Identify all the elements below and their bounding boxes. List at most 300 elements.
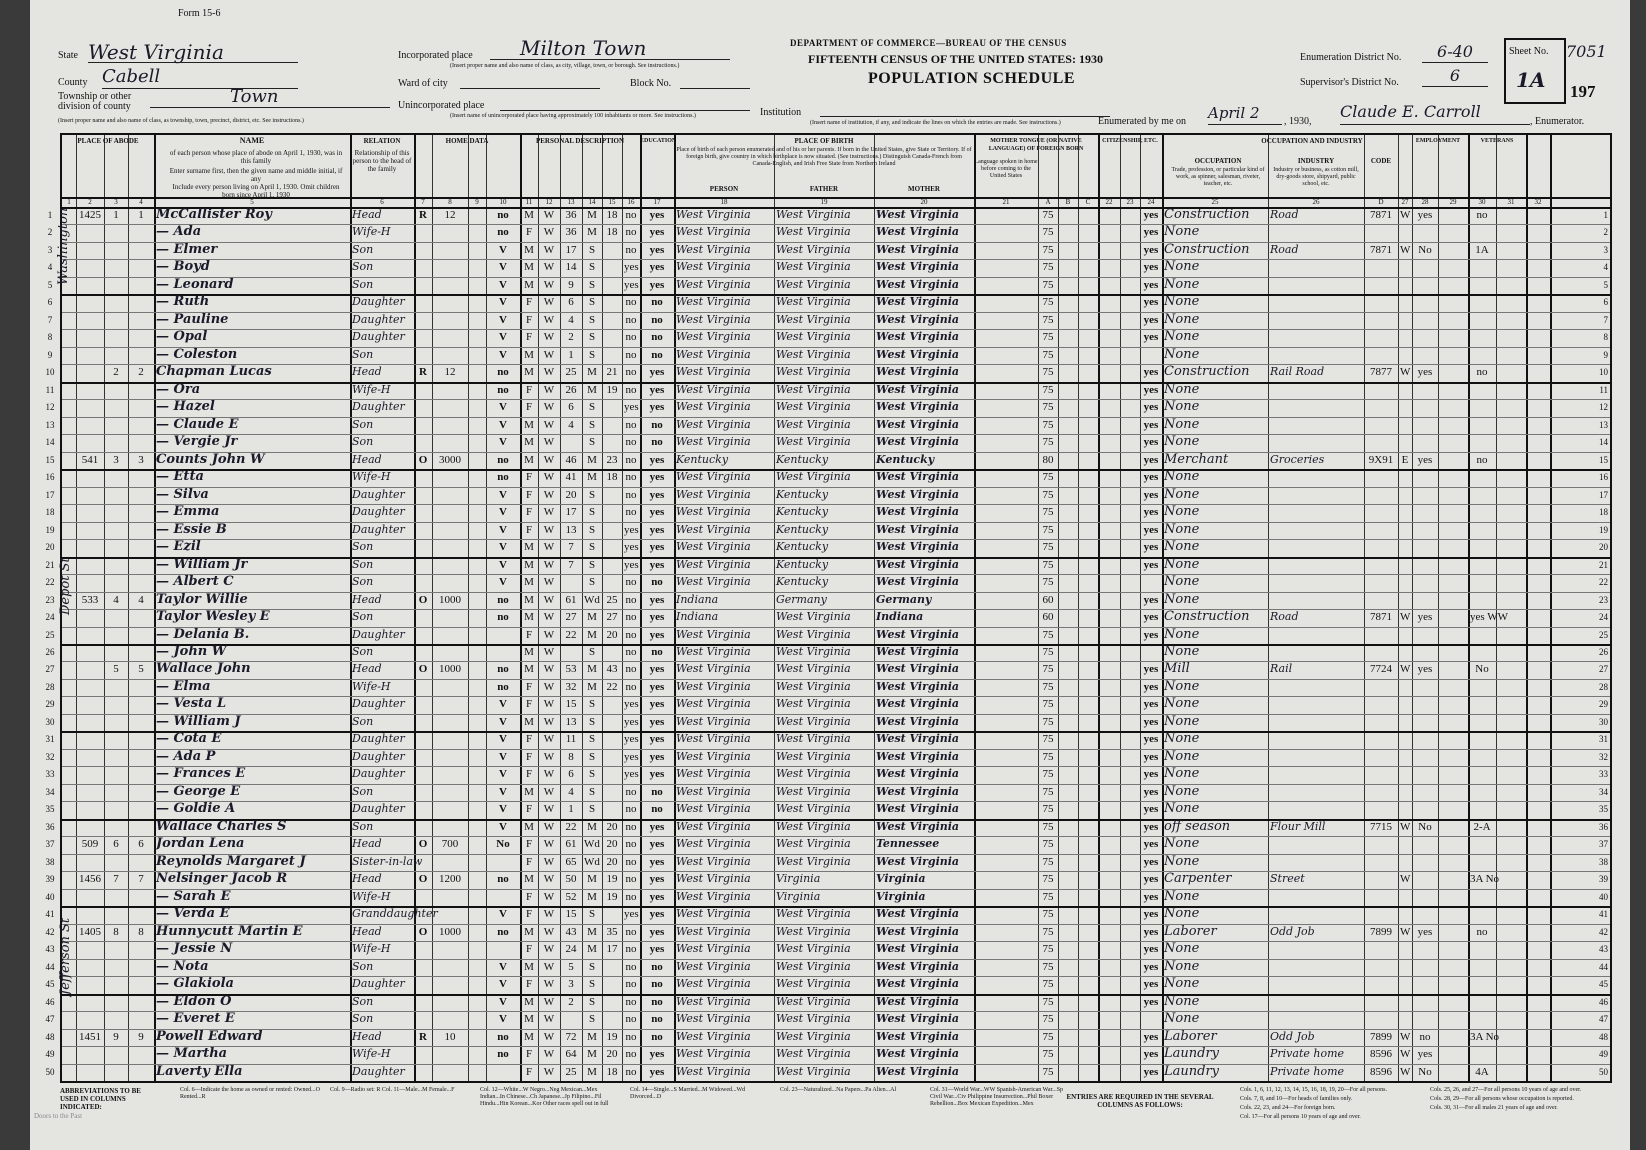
column-number: 30 (1478, 198, 1486, 206)
cell-pob-m: West Virginia (876, 365, 960, 379)
cell-age: 25 (565, 366, 577, 379)
cell-name: — Ada (156, 224, 202, 240)
cell-marital: S (588, 1013, 596, 1026)
cell-emp: yes (1417, 1048, 1433, 1061)
cell-age-marr: 18 (606, 226, 618, 239)
cell-sex: F (525, 488, 533, 501)
cell-pob-f: Virginia (776, 872, 821, 886)
cell-farm: V (499, 908, 507, 921)
row-divider (62, 522, 1610, 523)
cell-pob: West Virginia (676, 872, 751, 886)
cell-marital: S (588, 331, 596, 344)
cell-read: yes (649, 453, 665, 466)
row-number-right: 20 (1599, 542, 1608, 553)
cell-pob: West Virginia (676, 1029, 751, 1043)
column-number: 1 (67, 198, 71, 206)
cell-read: yes (649, 715, 665, 728)
cell-race: W (543, 331, 555, 344)
cell-race: W (543, 646, 555, 658)
cell-race: W (543, 960, 555, 973)
cell-read: no (651, 418, 663, 431)
row-number-left: 11 (45, 384, 55, 395)
cell-age: 41 (565, 471, 577, 484)
supervisor-label: Supervisor's District No. (1300, 77, 1399, 88)
cell-value: 1200 (439, 873, 461, 886)
cell-english: yes (1143, 820, 1159, 833)
cell-occupation: None (1164, 346, 1200, 362)
cell-pob-m: West Virginia (876, 540, 960, 554)
cell-school: no (625, 838, 637, 851)
cell-occupation: Laundry (1164, 1046, 1220, 1062)
group-personal: PERSONAL DESCRIPTION (535, 137, 625, 145)
cell-value: 700 (441, 838, 459, 851)
cell-marital: M (587, 366, 597, 379)
row-number-left: 4 (47, 262, 53, 273)
cell-pob-f: West Virginia (776, 907, 851, 921)
row-number-left: 19 (45, 524, 55, 535)
cell-english: yes (1143, 750, 1159, 763)
cell-pob-m: West Virginia (876, 645, 960, 658)
row-number-left: 22 (45, 577, 55, 588)
cell-marital: Wd (584, 855, 600, 868)
row-number-left: 20 (45, 542, 55, 553)
cell-farm: V (499, 768, 507, 781)
cell-race: W (543, 296, 555, 309)
cell-farm: V (499, 995, 507, 1008)
cell-sex: F (525, 855, 533, 868)
row-number-right: 14 (1599, 437, 1608, 448)
row-number-left: 26 (45, 647, 55, 657)
cell-read: yes (649, 261, 665, 274)
cell-occupation: None (1164, 399, 1200, 415)
cell-race: W (543, 663, 555, 676)
watermark: Doors to the Past (34, 1112, 83, 1120)
row-number-right: 46 (1599, 996, 1608, 1007)
cell-english: yes (1143, 593, 1159, 606)
cell-code-a: 75 (1042, 296, 1054, 309)
cell-dwelling: 1 (113, 209, 119, 221)
row-divider (62, 889, 1610, 890)
cell-name: — Claude E (156, 416, 239, 432)
cell-english: yes (1143, 715, 1159, 728)
row-number-right: 37 (1599, 839, 1608, 850)
cell-age: 1 (568, 803, 574, 816)
cell-relation: Daughter (352, 749, 405, 763)
cell-name: Taylor Willie (156, 591, 248, 607)
cell-age: 7 (568, 541, 574, 554)
cell-code-a: 75 (1042, 383, 1054, 396)
cell-school: no (625, 576, 637, 589)
cell-english: yes (1143, 261, 1159, 274)
cell-race: W (543, 1013, 555, 1026)
row-number-left: 9 (47, 349, 53, 360)
cell-age: 24 (565, 943, 577, 956)
sheet-box (1504, 38, 1566, 104)
cell-code-a: 75 (1042, 1048, 1054, 1061)
cell-occupation: Merchant (1164, 451, 1229, 467)
cell-pob-f: West Virginia (776, 959, 851, 973)
cell-farm: V (499, 541, 507, 554)
row-number-left: 46 (45, 996, 55, 1007)
cell-pob-m: Virginia (876, 889, 926, 903)
cell-code-a: 75 (1042, 960, 1054, 973)
cell-code-a: 75 (1042, 978, 1054, 991)
cell-pob-f: West Virginia (776, 260, 851, 274)
cell-industry: Road (1270, 610, 1299, 624)
cell-tenure: R (419, 209, 427, 221)
cell-age: 22 (565, 820, 577, 833)
cell-relation: Head (352, 924, 382, 938)
cell-industry: Odd Job (1270, 924, 1315, 938)
cell-farm: V (499, 698, 507, 711)
row-number-right: 15 (1599, 454, 1608, 465)
cell-occupation: None (1164, 311, 1200, 327)
cell-read: yes (649, 593, 665, 606)
column-number: 8 (448, 198, 452, 206)
cell-age-marr: 20 (606, 855, 618, 868)
cell-age-marr: 18 (606, 471, 618, 484)
row-divider (62, 539, 1610, 540)
cell-marital: S (588, 576, 596, 589)
cell-vet: 3A No (1470, 873, 1500, 886)
cell-age: 6 (568, 768, 574, 781)
cell-pob: West Virginia (676, 400, 751, 414)
cell-work: W (1400, 243, 1411, 256)
cell-school: no (625, 418, 637, 431)
cell-school: no (625, 890, 637, 903)
row-number-right: 45 (1599, 979, 1608, 990)
cell-occupation: None (1164, 1011, 1200, 1027)
footer (60, 1083, 1612, 1150)
cell-industry: Rail (1270, 662, 1293, 676)
row-number-left: 48 (45, 1031, 55, 1042)
cell-industry: Flour Mill (1270, 819, 1326, 833)
cell-english: yes (1143, 226, 1159, 239)
group-occupation: OCCUPATION AND INDUSTRY (1261, 137, 1363, 145)
cell-sex: M (524, 243, 534, 256)
cell-sex: M (524, 593, 534, 606)
cell-race: W (543, 523, 555, 536)
cell-school: no (625, 803, 637, 816)
cell-school: no (625, 611, 637, 624)
cell-race: W (543, 908, 555, 921)
column-number: 6 (380, 198, 384, 206)
row-divider (62, 592, 1610, 593)
cell-pob-f: West Virginia (776, 610, 851, 624)
cell-marital: M (587, 453, 597, 466)
cell-pob: West Virginia (676, 749, 751, 763)
column-number: 19 (820, 198, 828, 206)
cell-marital: S (588, 750, 596, 763)
cell-occupation: Construction (1164, 207, 1250, 222)
cell-marital: S (588, 523, 596, 536)
cell-english: yes (1143, 611, 1159, 624)
cell-read: no (651, 576, 663, 589)
row-divider (62, 452, 1610, 453)
cell-sex: F (525, 296, 533, 309)
cell-industry: Road (1270, 208, 1299, 221)
row-number-right: 41 (1599, 909, 1608, 920)
cell-pob-m: West Virginia (876, 924, 960, 938)
cell-pob-f: West Virginia (776, 854, 851, 868)
header-occupation: OCCUPATION (1194, 157, 1242, 165)
cell-code-a: 75 (1042, 855, 1054, 868)
cell-relation: Son (352, 277, 374, 291)
cell-pob: West Virginia (676, 697, 751, 711)
cell-occupation: None (1164, 906, 1200, 922)
cell-work: W (1400, 1030, 1411, 1043)
cell-sex: M (524, 541, 534, 554)
cell-age: 14 (565, 261, 577, 274)
enumerated-year: , 1930, (1284, 116, 1312, 127)
row-number-right: 16 (1599, 472, 1608, 483)
language-description: Language spoken in home before coming to the United States (974, 159, 1038, 179)
entries-note: Cols. 7, 8, and 10—For heads of families only. (1240, 1096, 1353, 1102)
cell-family: 2 (138, 366, 144, 379)
cell-value: 1000 (439, 593, 461, 606)
cell-emp: No (1418, 820, 1432, 833)
cell-marital: S (588, 995, 596, 1008)
cell-pob-m: West Virginia (876, 522, 960, 536)
cell-family: 4 (138, 593, 144, 606)
cell-school: no (625, 820, 637, 833)
cell-name: — Emma (156, 504, 220, 520)
cell-occ-code: 7715 (1370, 820, 1392, 833)
cell-industry: Odd Job (1270, 1029, 1315, 1043)
cell-name: — Coleston (156, 346, 238, 362)
cell-code-a: 75 (1042, 226, 1054, 239)
cell-read: yes (649, 733, 665, 746)
cell-school: no (625, 488, 637, 501)
cell-school: no (625, 960, 637, 973)
cell-code-a: 75 (1042, 663, 1054, 676)
cell-name: — Silva (156, 486, 209, 502)
cell-code-a: 75 (1042, 750, 1054, 763)
abbrev-note: Col. 23—Naturalized...Na Papers...Pa Alien...Al (780, 1087, 897, 1093)
cell-marital: M (587, 873, 597, 886)
block-line (680, 88, 750, 89)
cell-pob-m: West Virginia (876, 208, 960, 221)
cell-sex: F (525, 890, 533, 903)
cell-pob-m: West Virginia (876, 400, 960, 414)
cell-occupation: None (1164, 276, 1200, 292)
cell-relation: Daughter (352, 697, 405, 711)
cell-occupation: None (1164, 853, 1200, 869)
cell-age-marr: 43 (606, 663, 618, 676)
column-number: 21 (1002, 198, 1010, 206)
cell-age: 13 (565, 523, 577, 536)
cell-race: W (543, 576, 555, 589)
cell-house: 1405 (79, 925, 101, 938)
cell-school: no (625, 1065, 637, 1078)
cell-marital: S (588, 488, 596, 501)
cell-sex: F (525, 506, 533, 519)
cell-occupation: None (1164, 836, 1200, 852)
cell-school: no (625, 663, 637, 676)
row-number-left: 23 (45, 594, 55, 605)
group-citizenship: CITIZENSHIP, ETC. (1102, 138, 1158, 144)
cell-farm: V (499, 331, 507, 344)
cell-pob-f: West Virginia (776, 330, 851, 344)
cell-age: 7 (568, 558, 574, 571)
row-number-left: 45 (45, 979, 55, 990)
cell-race: W (543, 593, 555, 606)
cell-name: — Ruth (156, 294, 210, 310)
group-place-of-birth: PLACE OF BIRTH (794, 137, 854, 145)
cell-pob-f: West Virginia (776, 679, 851, 693)
cell-pob-m: West Virginia (876, 1064, 960, 1078)
group-mother-tongue: MOTHER TONGUE (OR NATIVE LANGUAGE) OF FOREIGN BORN (988, 138, 1084, 152)
cell-occupation: None (1164, 783, 1200, 799)
cell-occupation: None (1164, 731, 1200, 747)
cell-age-marr: 19 (606, 873, 618, 886)
cell-english: yes (1143, 1048, 1159, 1061)
cell-relation: Son (352, 714, 374, 728)
cell-marital: M (587, 663, 597, 676)
street-note-jefferson: Jefferson St (58, 917, 73, 995)
row-number-left: 32 (45, 751, 55, 762)
row-number-right: 9 (1603, 349, 1608, 360)
row-number-left: 39 (45, 874, 55, 885)
cell-code-a: 75 (1042, 908, 1054, 921)
row-number-right: 48 (1599, 1031, 1608, 1042)
column-number: 18 (720, 198, 728, 206)
cell-relation: Son (352, 645, 374, 658)
cell-name: — Vesta L (156, 696, 227, 712)
incorporated-note: (Insert proper name and also name of class, as city, village, town, or borough. See instructions.) (450, 63, 680, 69)
cell-marital: Wd (584, 838, 600, 851)
cell-race: W (543, 243, 555, 256)
cell-occupation: None (1164, 766, 1200, 782)
cell-read: yes (649, 1048, 665, 1061)
abbrev-note: Col. 6—Indicate the home as owned or rented: Owned...O Rented...R (180, 1087, 320, 1100)
column-number: 31 (1507, 198, 1515, 206)
cell-age-marr: 20 (606, 838, 618, 851)
unincorporated-note: (Insert name of unincorporated place having approximately 100 inhabitants or more. See instructions.) (450, 113, 696, 119)
cell-race: W (543, 383, 555, 396)
cell-pob: West Virginia (676, 1047, 751, 1061)
schedule-title: POPULATION SCHEDULE (868, 70, 1076, 87)
cell-occ-code: 7724 (1370, 663, 1392, 676)
cell-english: yes (1143, 209, 1159, 221)
row-number-right: 21 (1599, 559, 1608, 570)
cell-age: 9 (568, 278, 574, 291)
cell-school: yes (624, 541, 639, 554)
cell-school: yes (624, 750, 639, 763)
cell-code-a: 75 (1042, 523, 1054, 536)
cell-age: 32 (565, 680, 577, 693)
column-number: 23 (1126, 198, 1134, 206)
cell-race: W (543, 838, 555, 851)
cell-pob-f: Kentucky (776, 557, 829, 571)
cell-occupation: None (1164, 993, 1200, 1009)
cell-relation: Son (352, 959, 374, 973)
cell-english: yes (1143, 418, 1159, 431)
cell-pob-m: West Virginia (876, 714, 960, 728)
cell-school: no (625, 436, 637, 449)
entries-title: ENTRIES ARE REQUIRED IN THE SEVERAL COLUMNS AS FOLLOWS: (1066, 1093, 1214, 1109)
cell-english: yes (1143, 838, 1159, 851)
cell-age-marr: 18 (606, 209, 618, 221)
cell-marital: S (588, 436, 596, 449)
cell-code-a: 80 (1042, 453, 1054, 466)
cell-race: W (543, 855, 555, 868)
cell-relation: Wife-H (352, 470, 391, 484)
cell-pob-m: West Virginia (876, 225, 960, 239)
cell-farm: V (499, 313, 507, 326)
cell-occupation: None (1164, 224, 1200, 240)
cell-race: W (543, 768, 555, 781)
cell-school: no (625, 296, 637, 309)
cell-code-a: 75 (1042, 890, 1054, 903)
column-number: 13 (567, 198, 575, 206)
cell-name: Powell Edward (156, 1028, 263, 1044)
cell-age: 65 (565, 855, 577, 868)
cell-vet: yes WW (1470, 611, 1508, 624)
cell-farm: V (499, 506, 507, 519)
row-number-left: 37 (45, 839, 55, 850)
cell-sex: F (525, 523, 533, 536)
cell-occupation: Construction (1164, 609, 1250, 625)
cell-school: no (625, 1013, 637, 1026)
cell-occupation: None (1164, 486, 1200, 502)
cell-race: W (543, 978, 555, 991)
cell-name: — Delania B. (156, 626, 250, 642)
cell-age: 15 (565, 908, 577, 921)
cell-pob-m: West Virginia (876, 1012, 960, 1026)
cell-name: Taylor Wesley E (156, 609, 270, 625)
cell-occupation: Mill (1164, 661, 1190, 677)
cell-occupation: None (1164, 381, 1200, 397)
cell-occupation: off season (1164, 818, 1231, 834)
cell-pob: West Virginia (676, 505, 751, 519)
cell-farm: no (497, 471, 509, 484)
cell-sex: F (525, 401, 533, 414)
row-number-right: 25 (1599, 629, 1608, 640)
cell-marital: M (587, 890, 597, 903)
cell-name: — Etta (156, 469, 204, 485)
cell-occupation: None (1164, 556, 1200, 572)
institution-line (820, 116, 1110, 117)
row-number-right: 27 (1599, 664, 1608, 675)
cell-race: W (543, 261, 555, 274)
cell-pob-m: West Virginia (876, 732, 960, 746)
cell-name: Nelsinger Jacob R (156, 871, 288, 887)
cell-pob-f: West Virginia (776, 1029, 851, 1043)
cell-read: yes (649, 383, 665, 396)
cell-code-a: 75 (1042, 313, 1054, 326)
row-number-left: 49 (45, 1049, 55, 1060)
cell-farm: V (499, 785, 507, 798)
cell-age: 3 (568, 978, 574, 991)
row-number-right: 22 (1599, 577, 1608, 588)
cell-pob-f: West Virginia (776, 277, 851, 291)
enum-district-label: Enumeration District No. (1300, 52, 1402, 63)
cell-school: yes (624, 715, 639, 728)
cell-pob-f: West Virginia (776, 837, 851, 851)
cell-industry: Rail Road (1270, 365, 1325, 379)
cell-read: no (651, 995, 663, 1008)
cell-work: W (1400, 820, 1411, 833)
cell-school: no (625, 226, 637, 239)
cell-work: W (1400, 1048, 1411, 1061)
cell-tenure: R (419, 366, 427, 379)
cell-age: 26 (565, 383, 577, 396)
cell-pob-f: West Virginia (776, 208, 851, 221)
cell-industry: Private home (1270, 1047, 1345, 1061)
cell-age-marr: 18 (606, 1065, 618, 1078)
cell-pob-f: West Virginia (776, 994, 851, 1008)
